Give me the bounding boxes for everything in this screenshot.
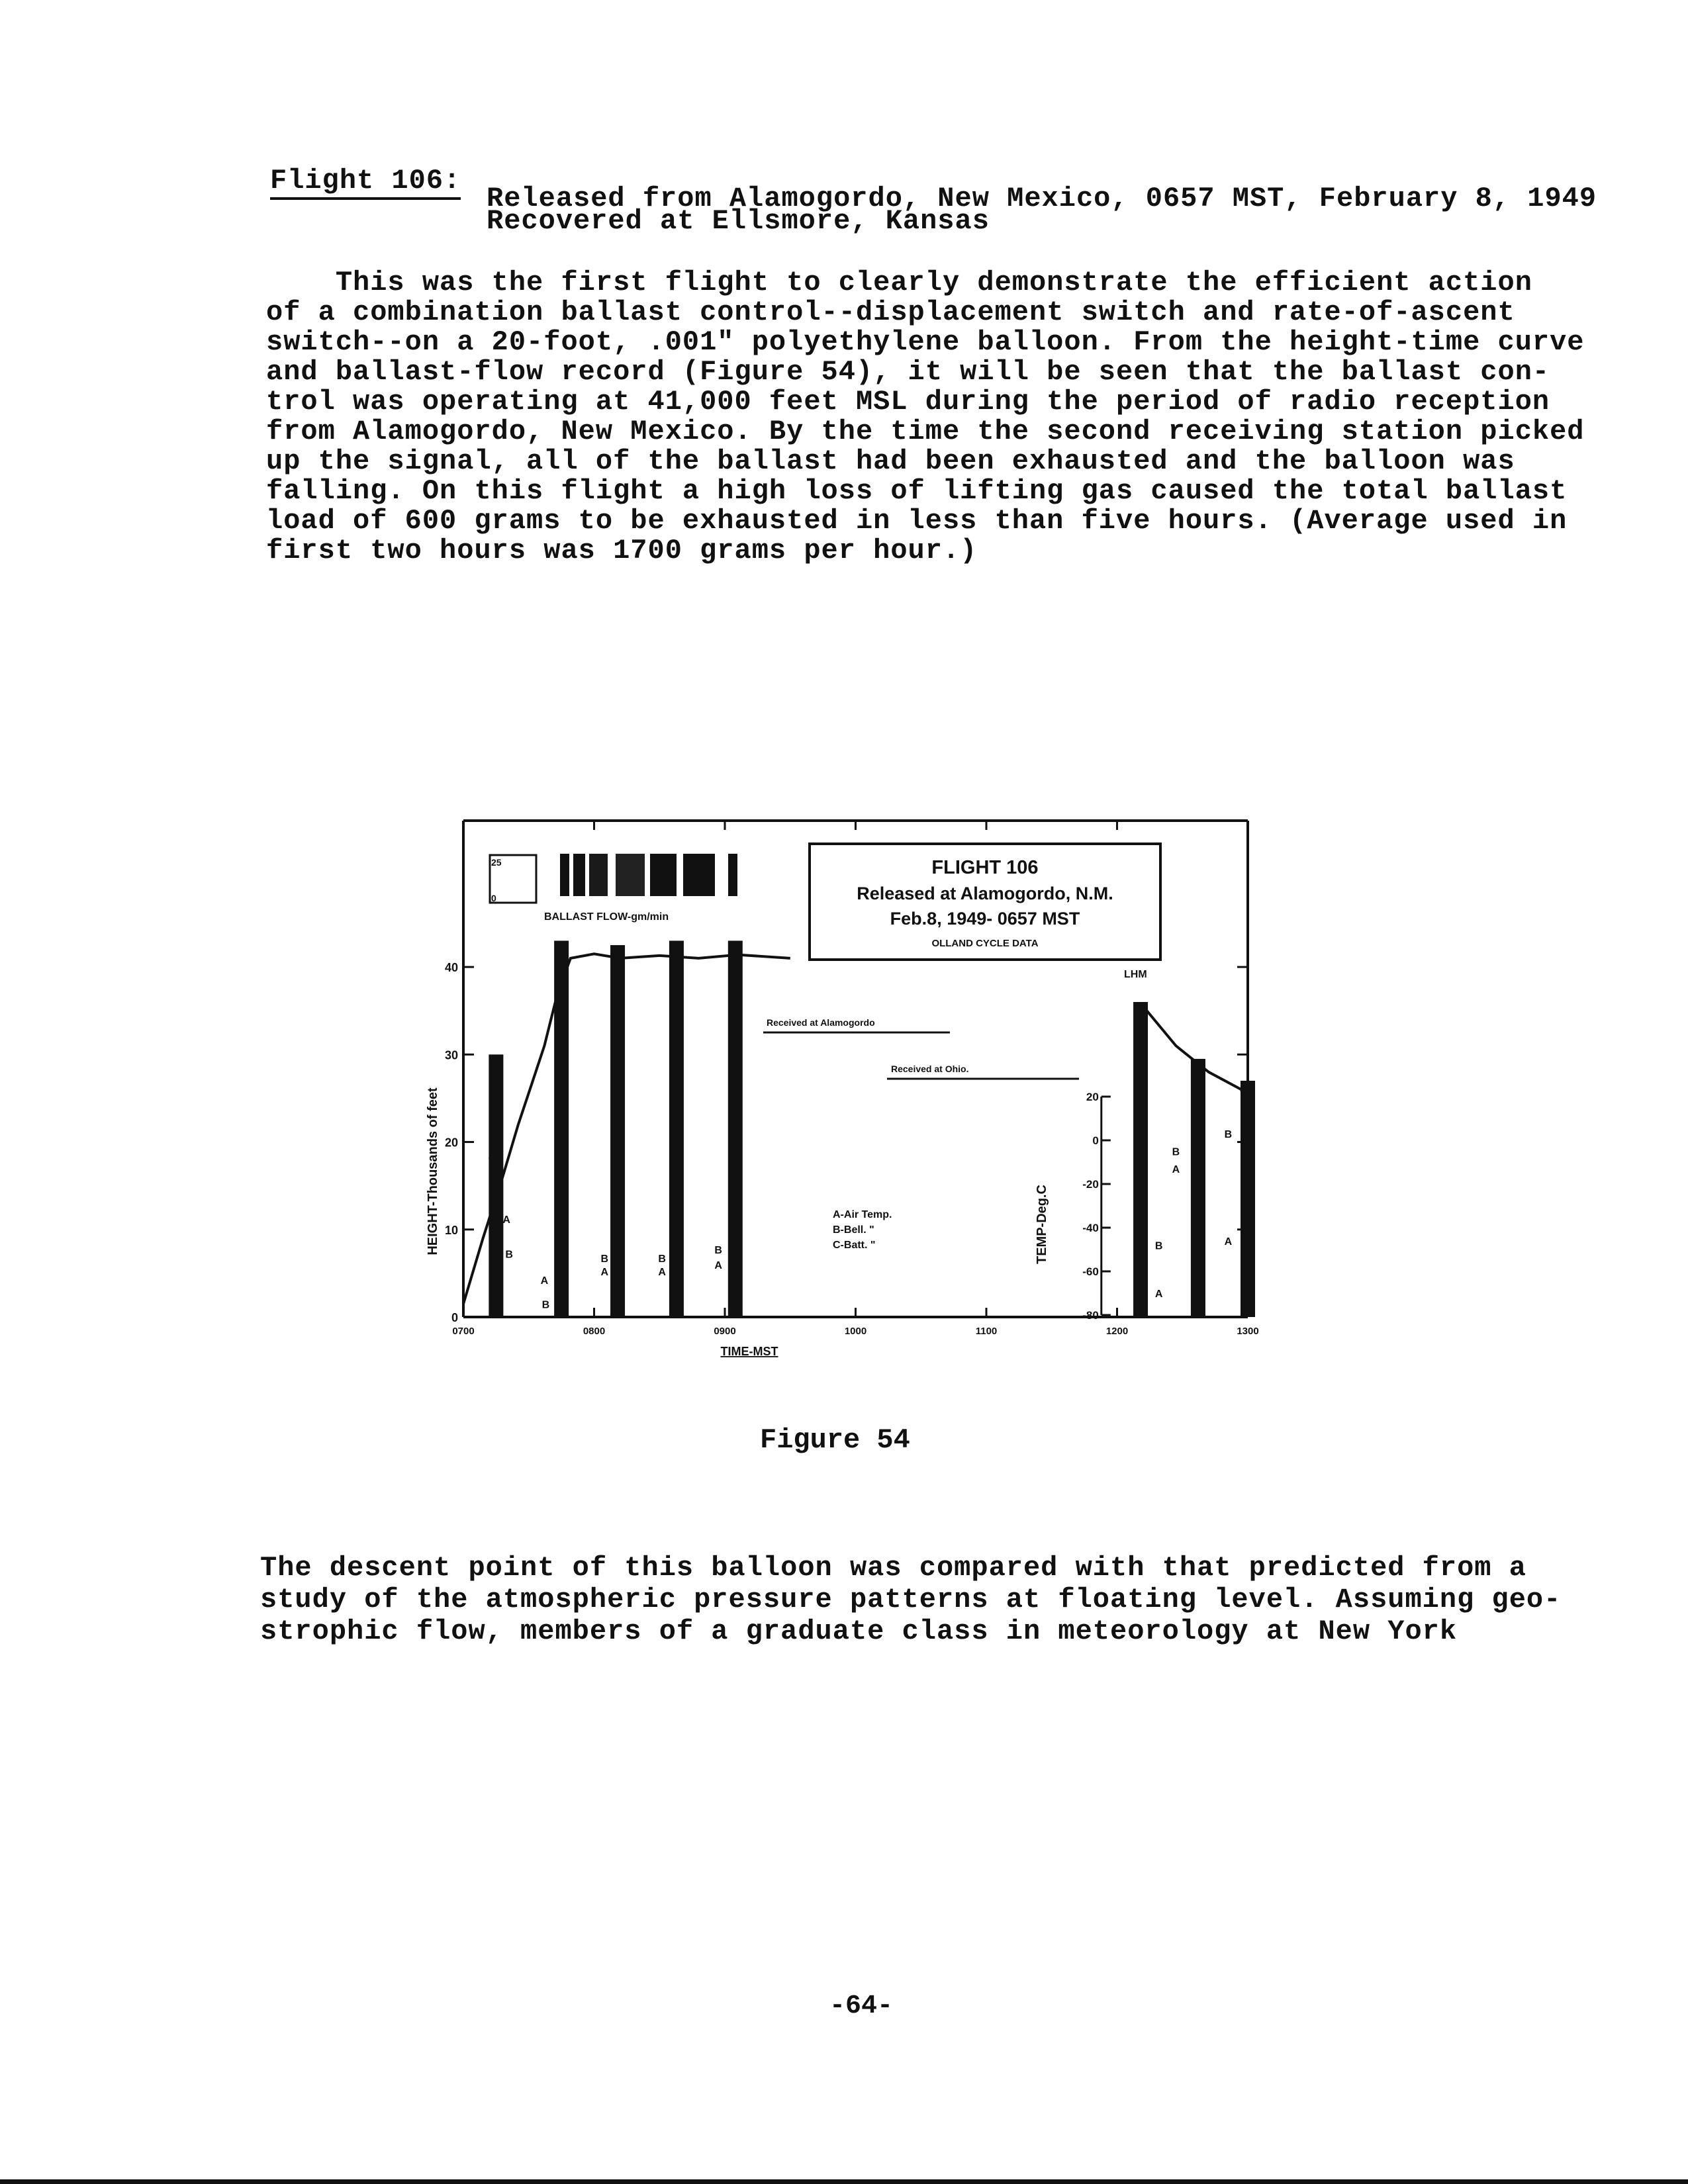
ballast-bar	[1241, 1081, 1255, 1317]
ballast-scale-top: 25	[491, 857, 502, 868]
ballast-flow-mark	[728, 854, 737, 896]
y-tick-label: 30	[444, 1048, 458, 1062]
legend-air-temp: A-Air Temp.	[833, 1209, 892, 1220]
temperature-point-a: A	[1172, 1163, 1180, 1175]
temperature-point-a: A	[502, 1214, 510, 1226]
temperature-point-b: B	[714, 1245, 722, 1256]
page-bottom-rule	[0, 2179, 1688, 2184]
y-tick-label: 20	[444, 1136, 458, 1150]
text-line: The descent point of this balloon was compared with that predicted from a	[260, 1552, 1526, 1584]
lhm-label: LHM	[1124, 969, 1147, 980]
text-line: This was the first flight to clearly demonstrate the efficient action	[266, 267, 1532, 298]
y-tick-label: 0	[451, 1311, 458, 1324]
chart-title: FLIGHT 106	[931, 857, 1039, 878]
temp-axis-ticks	[1082, 1091, 1111, 1322]
legend-bell: B-Bell. "	[833, 1224, 874, 1236]
x-tick-label: 1100	[975, 1326, 998, 1337]
x-tick-label: 0700	[452, 1326, 475, 1337]
text-line: trol was operating at 41,000 feet MSL during the period of radio reception	[266, 386, 1550, 418]
y-tick-label: 10	[444, 1223, 458, 1237]
body-paragraph-1	[266, 268, 1585, 566]
chart-subtitle-1: Released at Alamogordo, N.M.	[857, 884, 1113, 903]
temp-axis-title: TEMP-Deg.C	[1035, 1185, 1049, 1264]
ballast-bar	[610, 945, 625, 1317]
text-line: first two hours was 1700 grams per hour.)	[266, 535, 978, 567]
temperature-point-b: B	[1154, 1240, 1163, 1252]
height-curves	[463, 954, 1248, 1304]
text-line: and ballast-flow record (Figure 54), it will be seen that the ballast con-	[266, 356, 1550, 388]
text-line: from Alamogordo, New Mexico. By the time the second receiving station picked	[266, 416, 1585, 447]
text-line: of a combination ballast control--displacement switch and rate-of-ascent	[266, 296, 1515, 328]
ballast-flow-mark	[560, 854, 569, 896]
text-line: study of the atmospheric pressure patterns at floating level. Assuming geo-	[260, 1584, 1562, 1615]
ballast-flow-label: BALLAST FLOW-gm/min	[544, 911, 669, 923]
temperature-point-b: B	[1172, 1146, 1180, 1158]
ballast-flow-record	[560, 854, 737, 896]
x-axis-title: TIME-MST	[720, 1345, 778, 1358]
figure-54-chart	[410, 807, 1271, 1377]
ballast-flow-mark	[573, 854, 585, 896]
text-line: switch--on a 20-foot, .001" polyethylene balloon. From the height-time curve	[266, 326, 1585, 358]
temp-tick-label: -60	[1082, 1265, 1099, 1278]
chart-subtitle-3: OLLAND CYCLE DATA	[931, 938, 1039, 949]
temperature-point-a: A	[600, 1267, 609, 1278]
ballast-bar	[728, 940, 743, 1317]
chart-svg	[410, 807, 1271, 1377]
temperature-point-a: A	[1154, 1289, 1163, 1300]
temp-tick-label: -40	[1082, 1222, 1099, 1234]
x-tick-label: 1300	[1237, 1326, 1259, 1337]
text-line: strophic flow, members of a graduate class in meteorology at New York	[260, 1615, 1458, 1647]
figure-caption: Figure 54	[760, 1424, 910, 1456]
received-ohio-label: Received at Ohio.	[891, 1064, 969, 1074]
y-axis-title: HEIGHT-Thousands of feet	[426, 1087, 440, 1255]
ballast-bar	[669, 940, 684, 1317]
ballast-flow-mark	[589, 854, 608, 896]
text-line: falling. On this flight a high loss of lifting gas caused the total ballast	[266, 475, 1568, 507]
text-line: up the signal, all of the ballast had been exhausted and the balloon was	[266, 445, 1515, 477]
chart-subtitle-2: Feb.8, 1949- 0657 MST	[890, 909, 1080, 929]
x-tick-label: 1200	[1105, 1326, 1129, 1337]
flight-heading-label: Flight 106:	[270, 165, 461, 200]
ballast-bar	[1191, 1059, 1205, 1317]
temperature-point-a: A	[540, 1275, 549, 1287]
y-tick-label: 40	[444, 961, 458, 975]
temperature-point-a: A	[1224, 1236, 1233, 1248]
temp-tick-label: 20	[1086, 1091, 1099, 1103]
temperature-point-b: B	[541, 1299, 550, 1311]
temp-tick-label: 0	[1092, 1134, 1099, 1147]
temperature-point-b: B	[505, 1249, 513, 1261]
page-number: -64-	[829, 1991, 894, 2021]
temperature-point-b: B	[658, 1253, 666, 1265]
ballast-flow-mark	[616, 854, 645, 896]
legend-batt: C-Batt. "	[833, 1240, 876, 1251]
temperature-point-c: C	[488, 1153, 496, 1165]
temp-tick-label: -80	[1082, 1309, 1099, 1322]
temperature-point-b: B	[1224, 1129, 1233, 1141]
ballast-flow-mark	[683, 854, 715, 896]
ballast-flow-mark	[650, 854, 677, 896]
ballast-scale-bottom: 0	[491, 893, 496, 903]
body-paragraph-2	[260, 1552, 1561, 1647]
x-tick-label: 0900	[714, 1326, 736, 1337]
temp-tick-label: -20	[1082, 1178, 1099, 1191]
temperature-point-b: B	[600, 1253, 609, 1265]
temperature-point-a: A	[658, 1267, 666, 1278]
received-alamogordo-label: Received at Alamogordo	[767, 1017, 875, 1028]
flight-heading-recovery: Recovered at Ellsmore, Kansas	[487, 205, 990, 237]
x-tick-label: 1000	[844, 1326, 867, 1337]
x-tick-label: 0800	[583, 1326, 606, 1337]
temperature-point-a: A	[714, 1260, 722, 1272]
flight-heading-release: Released from Alamogordo, New Mexico, 0657 MST, February 8, 1949	[487, 183, 1597, 214]
ballast-bar	[1133, 1002, 1148, 1317]
text-line: load of 600 grams to be exhausted in less than five hours. (Average used in	[266, 505, 1568, 537]
